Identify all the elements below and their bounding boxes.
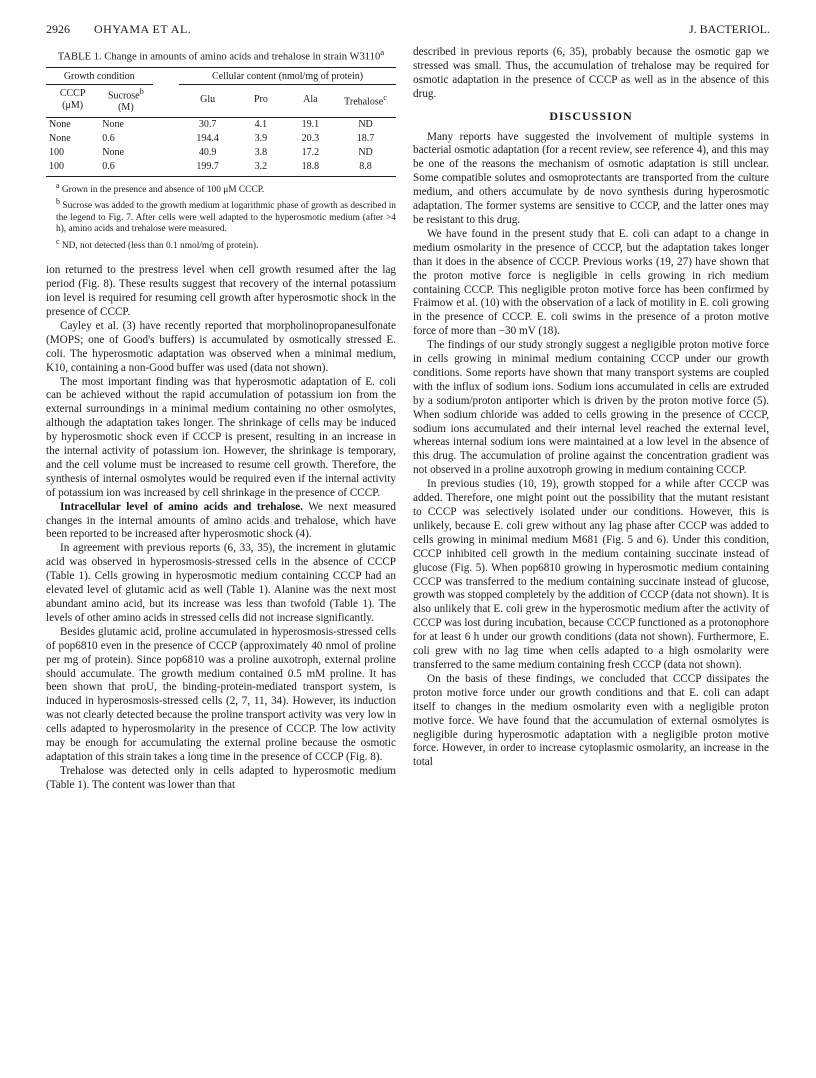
table-row: None 0.6 194.4 3.9 20.3 18.7 [49, 132, 375, 144]
journal-name: J. BACTERIOL. [689, 22, 770, 36]
body-paragraph: described in previous reports (6, 35), probably because the osmotic gap we stressed was small. Thus, the accumulation of trehalose may be required for osmotic adaptation in the presence of CCCP as well as in the absence of this drug. [413, 46, 769, 100]
body-paragraph: On the basis of these findings, we concluded that CCCP dissipates the proton motive force under our growth conditions and that E. coli can adapt itself to changes in the medium osmolarity even with a negligible proton motive force. We have found that the accumulation of external osmolytes is negligible during hyperosmotic adaptation with a negligible proton motive force. However, in order to increase cytoplasmic osmolarity, an increase in the total [413, 672, 769, 769]
table-footnotes [56, 180, 396, 252]
table-group-header [46, 67, 396, 84]
col-sucrose: Sucrose$^b$ (M) [99, 84, 152, 117]
left-column [46, 46, 396, 793]
table-row: 100 0.6 199.7 3.2 18.8 8.8 [46, 160, 396, 177]
right-column [413, 46, 769, 770]
body-paragraph: Trehalose was detected only in cells adapted to hyperosmotic medium (Table 1). The content was lower than that [46, 764, 396, 791]
page-number: 2926 [46, 22, 70, 36]
body-paragraph: Intracellular level of amino acids and trehalose. We next measured changes in the internal amounts of amino acids and trehalose, which have been reported to be increased after hyperosmotic shock (4). [46, 500, 396, 541]
footnote: $^b$ Sucrose was added to the growth medium at logarithmic phase of growth as described in the legend to Fig. 7. After cells were well adapted to the hyperosmotic medium (after >4 h), amino acids and trehalose were measured. [56, 197, 396, 235]
col-trehalose: Trehalose$^c$ [335, 84, 396, 117]
section-heading-discussion: DISCUSSION [549, 108, 633, 123]
running-header [46, 22, 770, 42]
body-paragraph: Many reports have suggested the involvement of multiple systems in bacterial osmotic adaptation (for a recent review, see reference 4), and this may be one of the reasons the mechanism of osmotic adaptation is still unclear. Some compatible solutes and osmoprotectants are transported from the culture medium, and others accumulate by de novo synthesis during hyperosmotic adaptation. The former systems are sensitive to CCCP, and the latter ones may be resistant to this drug. [413, 130, 769, 226]
body-paragraph: We have found in the present study that E. coli can adapt to a change in medium osmolarity in the presence of CCCP, but the adaptation takes longer than it does in the absence of CCCP. Previous works (19, 27) have shown that the proton motive force is negligible in cells growing in rich medium containing CCCP. This negligible proton motive force has been confirmed by Fraimow et al. (10) with the observation of a lack of motility in E. coli growing in the presence of CCCP. E. coli swims in the presence of a proton motive force of more than −30 mV (18). [413, 227, 769, 338]
body-paragraph: The most important finding was that hyperosmotic adaptation of E. coli can be achieved without the rapid accumulation of potassium ion from the external surroundings in a minimal medium containing no other osmolytes, although the adaptation takes longer. The shrinkage of cells may be induced by hyperosmotic shock even if CCCP is present, resulting in an increase in the internal activity of potassium ion. However, the shrinkage is temporary, and the cell volume must be increased to resume cell growth. Therefore, the synthesis of internal osmolytes would be required even if the internal activity of potassium ion was increased by cell shrinkage in the presence of CCCP. [46, 375, 396, 499]
table-column-header [46, 84, 396, 117]
col-cccp: CCCP (μM) [46, 84, 99, 117]
col-ala: Ala [286, 84, 335, 117]
footnote: $^c$ ND, not detected (less than 0.1 nmol/mg of protein). [56, 236, 259, 251]
table-1 [46, 67, 396, 177]
group-cellular-content: Cellular content (nmol/mg of protein) [179, 67, 396, 84]
running-authors: OHYAMA ET AL. [94, 22, 192, 36]
col-glu: Glu [179, 84, 236, 117]
body-paragraph: The findings of our study strongly suggest a negligible proton motive force in cells growing in minimal medium containing CCCP under our growth conditions. Some reports have shown that many transport systems are coupled with the influx of sodium ions. Sodium ions accumulated in cells are extruded by a sodium/proton antiporter which is driven by the proton motive force (5). When sodium chloride was added to cells growing in the presence of CCCP, sodium ions accumulated and their internal level reached the external level, whereas internal sodium ions were maintained at a low level in the absence of this drug. The accumulation of proline against the concentration gradient was not observed in a proline auxotroph growing in medium containing CCCP. [413, 339, 769, 477]
footnote: $^a$ Grown in the presence and absence of 100 μM CCCP. [56, 180, 265, 195]
body-paragraph: ion returned to the prestress level when cell growth resumed after the lag period (Fig. 8). These results suggest that recovery of the internal potassium ion level is required for resuming cell growth after hyperosmotic shock in the presence of CCCP. [46, 264, 396, 318]
body-paragraph: Besides glutamic acid, proline accumulated in hyperosmosis-stressed cells of pop6810 even in the presence of CCCP (approximately 40 nmol of proline per mg of protein). Since pop6810 was a proline auxotroph, external proline should accumulate. The growth medium contained 0.5 mM proline. It has been shown that proU, the binding-protein-mediated transport system, is induced in hyperosmosis-stressed cells (2, 7, 11, 34). However, its induction was not clearly detected because the proline transport activity was very low in cells adapted to hyperosmolarity in the presence of CCCP. The low activity may be enough for accumulating the external proline because the osmotic adaptation of this strain takes a long time in the presence of CCCP (Fig. 8). [46, 625, 396, 763]
body-paragraph: In agreement with previous reports (6, 33, 35), the increment in glutamic acid was observed in hyperosmosis-stressed cells in the absence of CCCP (Table 1). Cells growing in hyperosmotic medium containing CCCP had an elevated level of glutamic acid as well (Table 1). Alanine was the next most abundant amino acid, but its increase was less than twofold (Table 1). The levels of other amino acids in stressed cells did not increase significantly. [46, 542, 396, 624]
group-growth-condition: Growth condition [46, 67, 153, 84]
table-row: 100 None 40.9 3.8 17.2 ND [49, 146, 373, 158]
body-paragraph: In previous studies (10, 19), growth stopped for a while after CCCP was added. Therefore, one might point out the possibility that the mutant resistant to CCCP was selectively isolated under our conditions. However, this is unlikely, because E. coli grew without any lag phase after CCCP was added to cells growing in minimal medium M681 (Fig. 5 and 6). Under this condition, CCCP inhibited cell growth in the medium containing succinate instead of glucose (Fig. 5). When pop6810 growing in hyperosmotic medium containing CCCP was transferred to the medium containing succinate instead of glucose, growth was stopped completely by the addition of CCCP (data not shown). It is also unlikely that E. coli grew in the hyperosmotic medium after the activity of CCCP was lost during incubation, because CCCP functioned as a protonophore for at least 6 h under our growth conditions (data not shown). Furthermore, E. coli grew with no lag time when cells adapted to a high osmolarity were transferred to the same medium containing fresh CCCP (data not shown). [413, 478, 769, 671]
table-caption: TABLE 1. Change in amounts of amino acids and trehalose in strain W3110$^a$ [57, 47, 385, 63]
table-row: None None 30.7 4.1 19.1 ND [49, 118, 373, 130]
col-pro: Pro [236, 84, 285, 117]
subsection-title: Intracellular level of amino acids and trehalose. [60, 500, 303, 513]
body-paragraph: Cayley et al. (3) have recently reported that morpholinopropanesulfonate (MOPS; one of Good's buffers) is accumulated by osmotically stressed E. coli. The hyperosmotic adaptation was observed when a minimal medium, K10, containing a non-Good buffer was used (data not shown). [46, 319, 396, 374]
